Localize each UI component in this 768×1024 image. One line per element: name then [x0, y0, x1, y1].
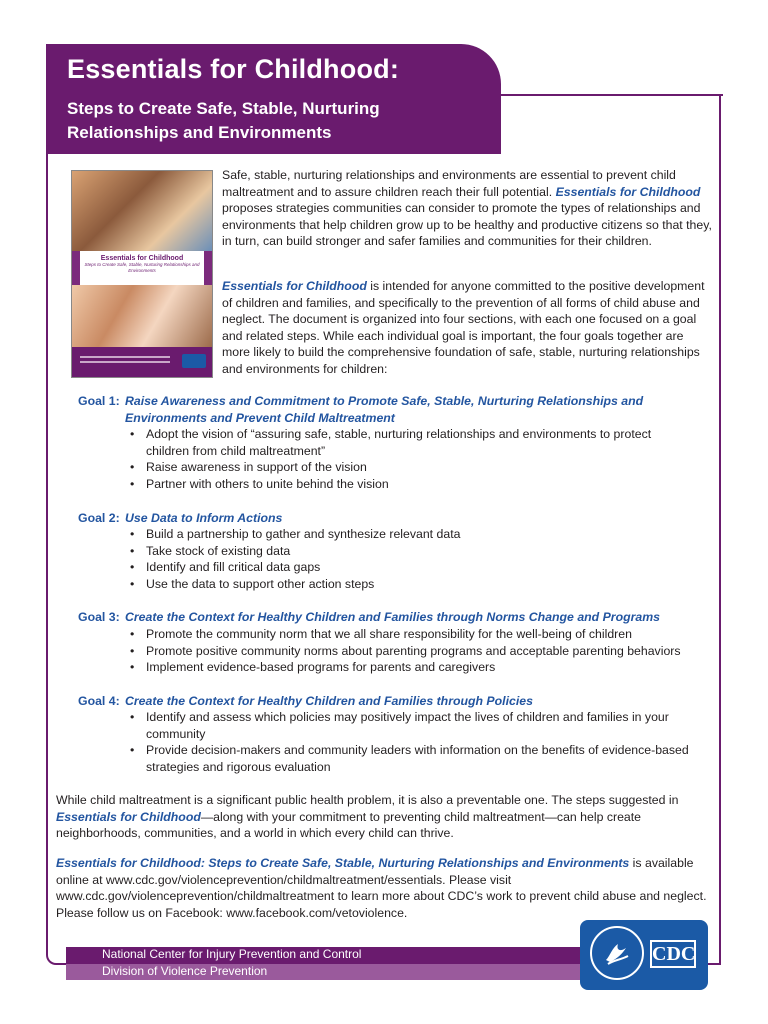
footer-center-name: National Center for Injury Prevention and Control: [102, 947, 362, 961]
goal-3-steps: [128, 626, 718, 676]
closing-text: —along with your commitment to preventing child maltreatment—can help create neighborhoods, communities, and a world in which every child can thrive.: [56, 809, 642, 840]
intro-text: proposes strategies communities can consider to promote the types of relationships and environments that help children grow up to be healthy and productive citizens so that they, in turn, can build stronger and safer families and communities for their children.: [222, 201, 712, 248]
page-title: Essentials for Childhood:: [67, 54, 400, 84]
cdc-logo-icon: [182, 354, 206, 368]
list-item: • Build a partnership to gather and synthesize relevant data: [128, 526, 718, 543]
list-item: • Promote positive community norms about parenting programs and acceptable parenting behaviors: [128, 643, 718, 660]
children-photo: [72, 285, 212, 347]
goal-2-heading: [78, 510, 282, 527]
goal-2-steps: [128, 526, 718, 592]
list-item: • Identify and fill critical data gaps: [128, 559, 718, 576]
list-item: • Provide decision-makers and community leaders with information on the benefits of evidence-based strategies and rigorous evaluation: [128, 742, 696, 775]
cover-title: Essentials for Childhood: [100, 255, 184, 262]
goal-1-steps: [128, 426, 718, 492]
availability-paragraph: [56, 855, 711, 921]
goal-title: Create the Context for Healthy Children and Families through Policies: [125, 694, 533, 708]
goal-label: Goal 3:: [78, 610, 120, 624]
goal-1-heading: [78, 393, 643, 426]
list-item: • Promote the community norm that we all share responsibility for the well-being of children: [128, 626, 718, 643]
cdc-logo: [580, 920, 708, 990]
hhs-seal-icon: [590, 926, 644, 980]
closing-paragraph: [56, 792, 711, 842]
list-item: • Raise awareness in support of the vision: [128, 459, 718, 476]
cdc-wordmark: CDC: [650, 940, 696, 968]
goal-label: Goal 4:: [78, 694, 120, 708]
intro-text: Safe, stable, nurturing relationships and environments are essential to prevent child maltreatment and to assure children reach their full potential.: [222, 168, 676, 199]
emphasis-title: Essentials for Childhood: [56, 809, 201, 824]
goal-title: Use Data to Inform Actions: [125, 511, 283, 525]
cover-footer: [72, 347, 212, 377]
eagle-icon: [602, 938, 632, 968]
header-banner: [46, 44, 501, 154]
intro-paragraph-1: [222, 167, 712, 250]
goal-3-heading: [78, 609, 660, 626]
goal-title: Create the Context for Healthy Children and Families through Norms Change and Programs: [125, 610, 660, 624]
footer-division-name: Division of Violence Prevention: [102, 964, 268, 978]
cover-subtitle: Steps to Create Safe, Stable, Nurturing Relationships and Environments: [84, 262, 200, 273]
list-item: • Adopt the vision of “assuring safe, stable, nurturing relationships and environments to protect children from child maltreatment”: [128, 426, 676, 459]
list-item: • Partner with others to unite behind the vision: [128, 476, 718, 493]
closing-text: While child maltreatment is a significant public health problem, it is also a preventable one. The steps suggested in: [56, 793, 679, 807]
intro-paragraph-2: [222, 278, 712, 377]
availability-text: is available online at www.cdc.gov/violenceprevention/childmaltreatment/essentials. Please visit www.cdc.gov/violenceprevention/childmaltreatment to learn more about CDC’s work to prevent child abuse and neglect. Please follow us on Facebook: www.facebook.com/vetoviolence.: [56, 856, 707, 920]
list-item: • Implement evidence-based programs for parents and caregivers: [128, 659, 718, 676]
list-item: • Take stock of existing data: [128, 543, 718, 560]
intro-text: is intended for anyone committed to the positive development of children and families, and specifically to the prevention of all forms of child abuse and neglect. The document is organized into four sections, with each one focused on a goal and related steps. While each individual goal is important, the four goals together are more likely to build the comprehensive foundation of safe, stable, nurturing relationships and environments for children:: [222, 279, 705, 376]
goal-label: Goal 1:: [78, 394, 120, 408]
emphasis-title: Essentials for Childhood: Steps to Create Safe, Stable, Nurturing Relationships and Environments: [56, 856, 630, 870]
cover-footer-lines: [80, 356, 170, 358]
list-item: • Use the data to support other action steps: [128, 576, 718, 593]
report-cover-image: [71, 170, 213, 378]
children-photo: [72, 171, 212, 251]
emphasis-title: Essentials for Childhood: [555, 184, 701, 199]
goal-4-heading: [78, 693, 533, 710]
goal-title: Raise Awareness and Commitment to Promote Safe, Stable, Nurturing Relationships and: [125, 394, 644, 408]
list-item: • Identify and assess which policies may positively impact the lives of children and families in your community: [128, 709, 696, 742]
goal-4-steps: [128, 709, 718, 775]
cover-title-box: [80, 251, 204, 285]
emphasis-title: Essentials for Childhood: [222, 279, 367, 293]
page-subtitle: Steps to Create Safe, Stable, Nurturing Relationships and Environments: [67, 99, 380, 142]
goal-title: Environments and Prevent Child Maltreatment: [125, 410, 395, 425]
goal-label: Goal 2:: [78, 511, 120, 525]
